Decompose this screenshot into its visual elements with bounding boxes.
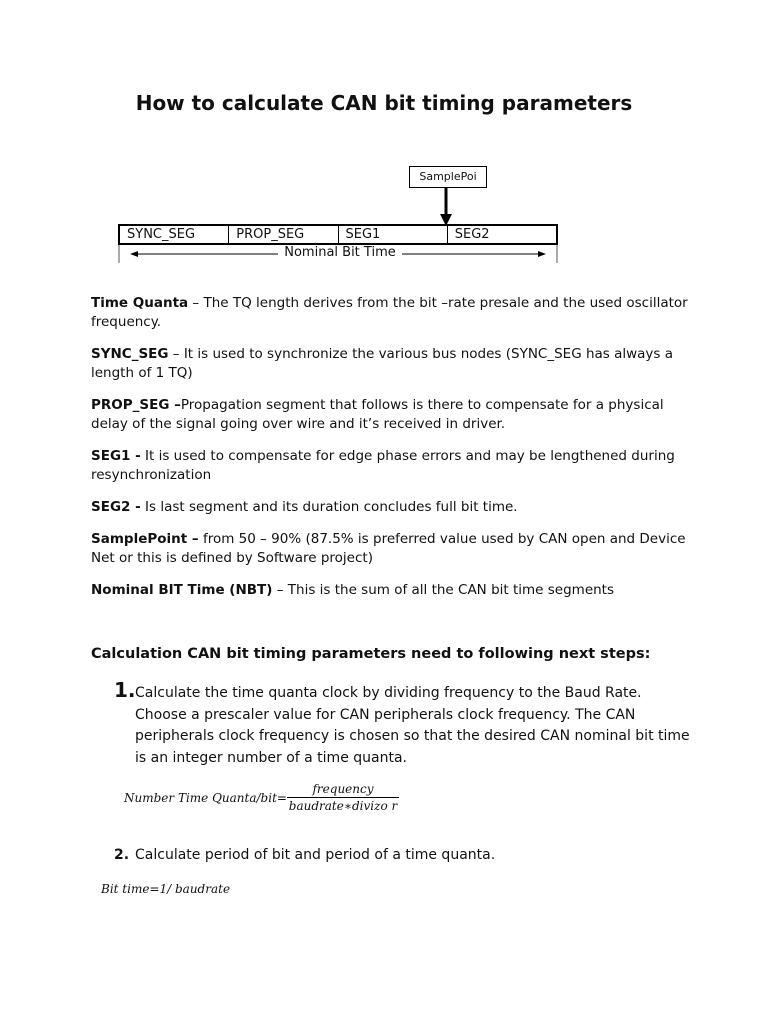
definition-prop-seg — [91, 396, 691, 434]
definition-sync-seg — [91, 345, 691, 383]
sample-point-box: SamplePoi — [409, 166, 487, 188]
step-2-text: Calculate period of bit and period of a time quanta. — [135, 847, 496, 863]
step-1-text: Calculate the time quanta clock by dividing frequency to the Baud Rate. Choose a prescaler value for CAN peripherals clock frequency. The CAN peripherals clock frequency is chosen so that the desired CAN nominal bit time is an integer number of a time quanta. — [135, 685, 690, 766]
definition-term: SYNC_SEG — [91, 346, 169, 362]
definitions-list — [91, 294, 691, 613]
definition-time-quanta — [91, 294, 691, 332]
formula-2: Bit time=1/ baudrate — [101, 882, 231, 896]
definition-term: Nominal BIT Time (NBT) — [91, 582, 273, 598]
formula-1-fraction — [287, 782, 399, 813]
definition-term: SEG2 - — [91, 499, 141, 515]
step-1-number: 1. — [114, 678, 136, 702]
definition-sample-point — [91, 530, 691, 568]
definition-term: PROP_SEG – — [91, 397, 181, 413]
steps-heading: Calculation CAN bit timing parameters need to following next steps: — [91, 646, 651, 662]
segment-bar — [118, 224, 558, 245]
page-title: How to calculate CAN bit timing parameters — [135, 91, 633, 115]
definition-text: – This is the sum of all the CAN bit time segments — [272, 582, 615, 598]
definition-text: It is used to compensate for edge phase errors and may be lengthened during resynchronization — [91, 448, 675, 483]
formula-1-lhs: Number Time Quanta/bit= — [124, 791, 287, 805]
formula-1-numerator: frequency — [287, 782, 399, 798]
definition-text: Propagation segment that follows is there to compensate for a physical delay of the signal going over wire and it’s received in driver. — [91, 397, 664, 432]
step-2-number: 2. — [114, 847, 130, 863]
nbt-arrow-right-head — [538, 251, 546, 257]
definition-term: SamplePoint – — [91, 531, 199, 547]
definition-nominal-bit-time — [91, 581, 691, 600]
definition-text: – The TQ length derives from the bit –rate presale and the used oscillator frequency. — [91, 295, 688, 330]
segment-prop-seg: PROP_SEG — [229, 226, 338, 243]
segment-sync-seg: SYNC_SEG — [120, 226, 229, 243]
definition-text: from 50 – 90% (87.5% is preferred value used by CAN open and Device Net or this is defined by Software project) — [91, 531, 686, 566]
formula-1-denominator: baudrate∗divizo r — [288, 799, 398, 813]
nbt-arrow-left-head — [130, 251, 138, 257]
definition-seg1 — [91, 447, 691, 485]
segment-seg2: SEG2 — [454, 227, 490, 242]
definition-term: Time Quanta — [91, 295, 189, 311]
definition-text: – It is used to synchronize the various bus nodes (SYNC_SEG has always a length of 1 TQ) — [91, 346, 674, 381]
definition-seg2 — [91, 498, 691, 517]
segment-seg1: SEG1 — [339, 226, 448, 243]
definition-term: SEG1 - — [91, 448, 141, 464]
definition-text: Is last segment and its duration concludes full bit time. — [140, 499, 518, 515]
nominal-bit-time-label: Nominal Bit Time — [278, 245, 402, 260]
